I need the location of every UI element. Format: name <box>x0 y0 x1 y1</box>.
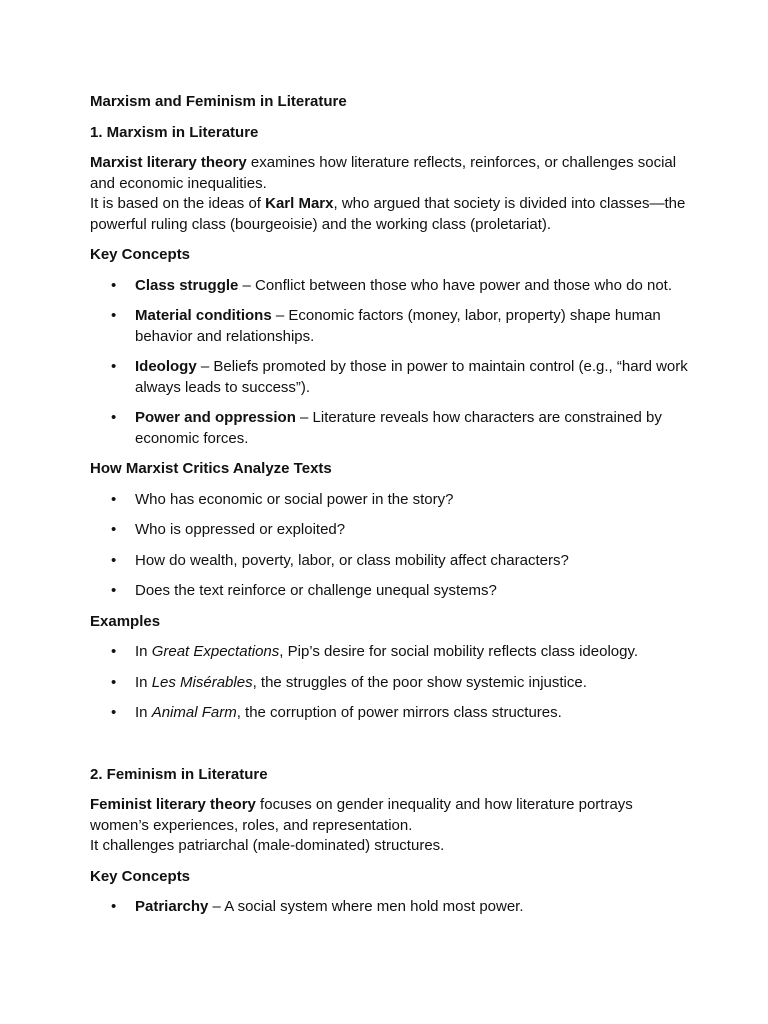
list-item <box>90 673 690 694</box>
bullet-icon: • <box>111 409 117 426</box>
list-item <box>90 276 690 297</box>
bullet-icon: • <box>111 551 117 569</box>
example-post: , Pip’s desire for social mobility reflects class ideology. <box>279 643 639 660</box>
list-item <box>90 642 690 663</box>
list-item <box>90 520 690 541</box>
feminism-challenge: It challenges patriarchal (male-dominated) structures. <box>90 837 445 854</box>
example-post: , the corruption of power mirrors class structures. <box>236 704 562 721</box>
concept-term: Power and oppression <box>135 409 296 426</box>
document-title: Marxism and Feminism in Literature <box>90 93 347 110</box>
bullet-icon: • <box>111 490 117 508</box>
bullet-icon: • <box>111 898 117 915</box>
list-item <box>90 703 690 724</box>
analyze-question: Does the text reinforce or challenge unequal systems? <box>135 582 497 599</box>
bullet-icon: • <box>111 358 117 375</box>
analyze-question: Who has economic or social power in the story? <box>135 490 454 508</box>
list-item <box>90 897 690 918</box>
bullet-icon: • <box>111 582 117 599</box>
bullet-icon: • <box>111 673 117 691</box>
marxism-basis-post: , who argued that society is divided into classes—the powerful ruling class (bourgeoisie) and the working class (proletariat). <box>90 195 686 233</box>
marxism-examples-list <box>90 642 690 724</box>
concept-desc: – Economic factors (money, labor, property) shape human behavior and relationships. <box>135 307 661 345</box>
concept-term: Class struggle <box>135 276 239 294</box>
feminism-intro-term: Feminist literary theory <box>90 796 256 813</box>
concept-term: Patriarchy <box>135 898 209 915</box>
bullet-icon: • <box>111 307 117 324</box>
concept-term: Material conditions <box>135 307 272 324</box>
bullet-icon: • <box>111 643 117 660</box>
example-pre: In <box>135 643 152 660</box>
example-pre: In <box>135 704 152 721</box>
feminism-heading: 2. Feminism in Literature <box>90 765 268 783</box>
list-item <box>90 490 690 511</box>
marxism-intro <box>90 153 690 194</box>
marxism-key-concepts-heading: Key Concepts <box>90 246 191 263</box>
concept-desc: – Literature reveals how characters are constrained by economic forces. <box>135 409 662 447</box>
marxism-basis <box>90 194 690 235</box>
feminism-key-concepts-heading: Key Concepts <box>90 867 191 885</box>
feminism-key-concepts-list <box>90 897 690 918</box>
list-item <box>90 357 690 398</box>
example-work-title: Les Misérables <box>151 673 253 691</box>
marxism-intro-text: examines how literature reflects, reinforces, or challenges social and economic inequalities. <box>90 154 677 192</box>
example-work-title: Great Expectations <box>151 643 280 660</box>
section-spacer <box>90 734 690 765</box>
example-work-title: Animal Farm <box>151 704 237 721</box>
marxism-analyze-list <box>90 490 690 602</box>
document-page <box>90 92 690 928</box>
concept-desc: – A social system where men hold most power. <box>208 898 524 915</box>
list-item <box>90 551 690 572</box>
feminism-intro <box>90 795 690 836</box>
bullet-icon: • <box>111 276 117 294</box>
list-item <box>90 306 690 347</box>
list-item <box>90 408 690 449</box>
concept-term: Ideology <box>135 358 197 375</box>
marxism-analyze-heading: How Marxist Critics Analyze Texts <box>90 460 332 477</box>
feminism-intro-text: focuses on gender inequality and how literature portrays women’s experiences, roles, and representation. <box>90 796 633 834</box>
marxism-intro-term: Marxist literary theory <box>90 154 247 171</box>
bullet-icon: • <box>111 704 117 721</box>
marxism-heading: 1. Marxism in Literature <box>90 123 259 141</box>
analyze-question: Who is oppressed or exploited? <box>135 521 346 538</box>
marxism-examples-heading: Examples <box>90 612 161 630</box>
example-post: , the struggles of the poor show systemic injustice. <box>252 673 587 691</box>
concept-desc: – Beliefs promoted by those in power to maintain control (e.g., “hard work always leads to success”). <box>135 358 688 396</box>
concept-desc: – Conflict between those who have power and those who do not. <box>238 276 672 294</box>
marxism-basis-pre: It is based on the ideas of <box>90 195 266 212</box>
karl-marx-name: Karl Marx <box>265 195 334 212</box>
analyze-question: How do wealth, poverty, labor, or class mobility affect characters? <box>135 551 569 569</box>
marxism-key-concepts-list <box>90 276 690 450</box>
bullet-icon: • <box>111 521 117 538</box>
example-pre: In <box>135 673 152 691</box>
list-item <box>90 581 690 602</box>
